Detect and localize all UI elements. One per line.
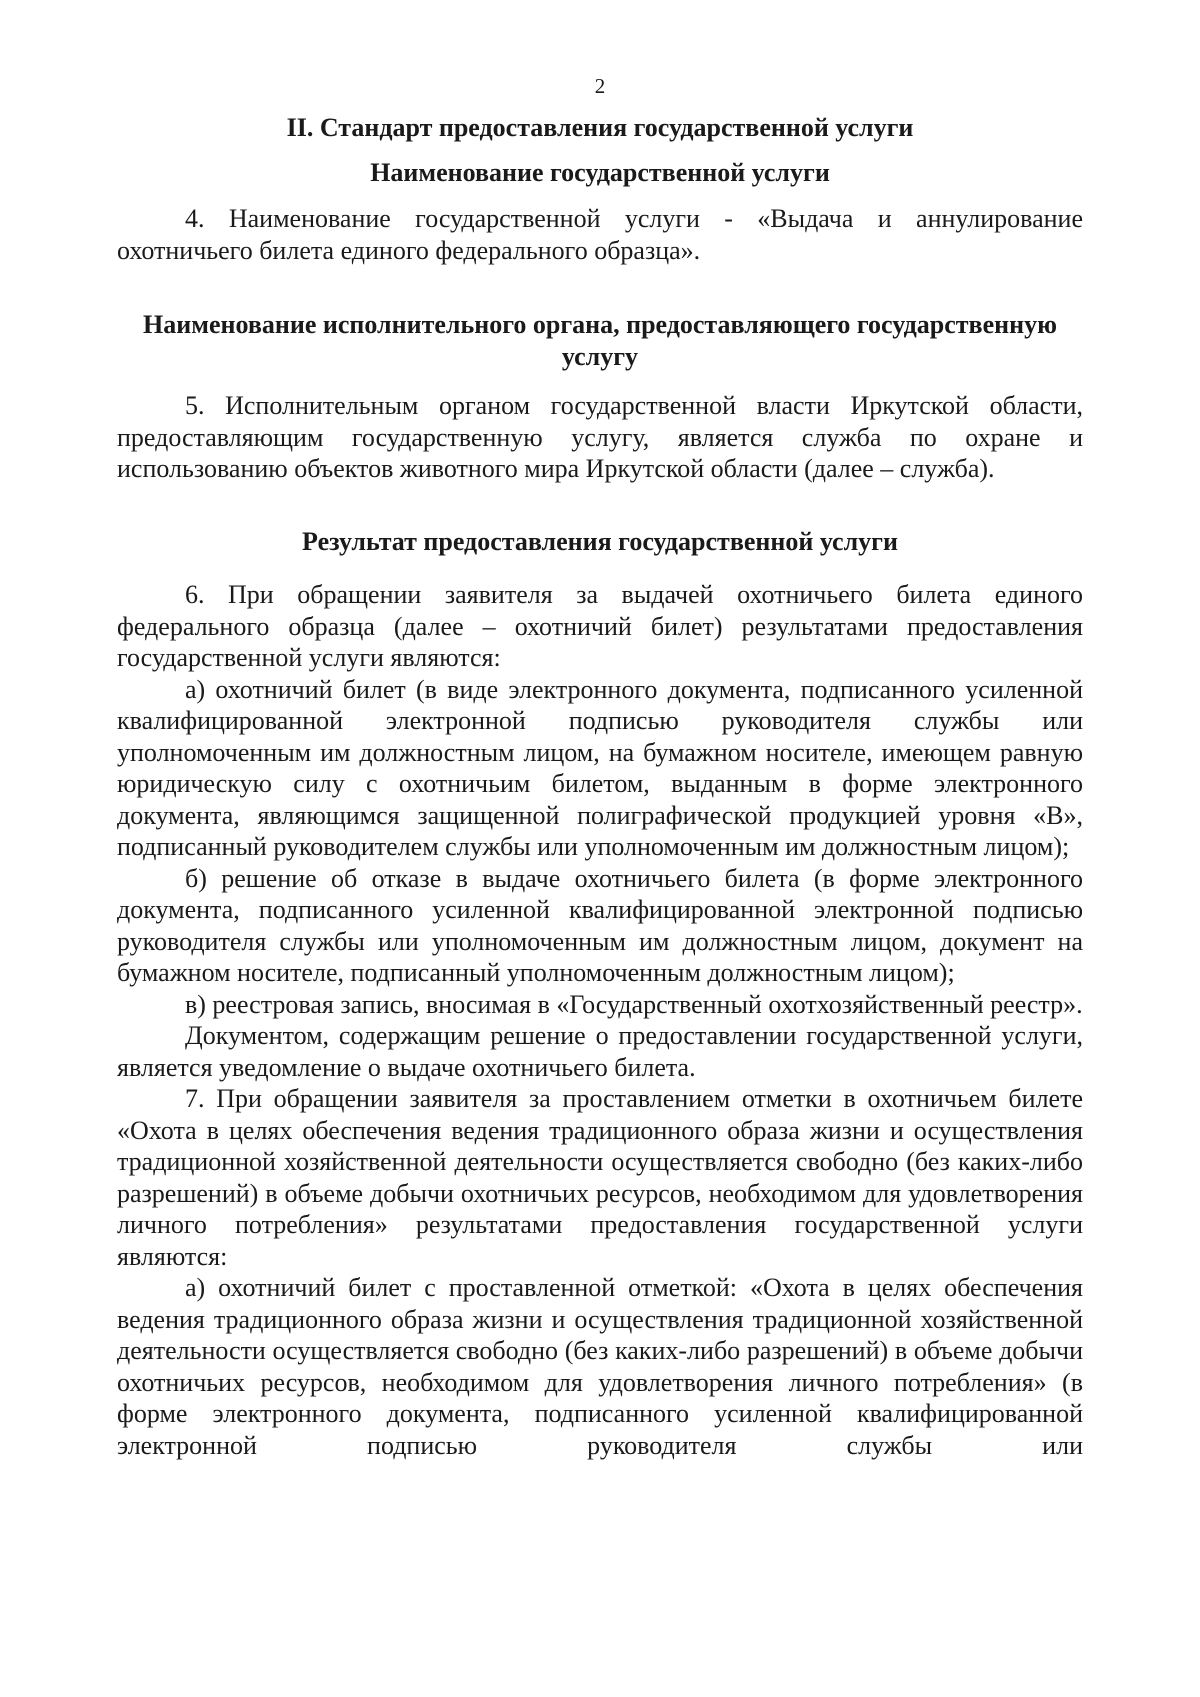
section-title: II. Стандарт предоставления государственной услуги — [286, 113, 914, 142]
paragraph-6-document: Документом, содержащим решение о предоставлении государственной услуги, является уведомление о выдаче охотничьего билета. — [117, 1021, 1083, 1082]
service-name-heading-block — [117, 157, 1083, 189]
paragraph-6b: б) решение об отказе в выдаче охотничьего билета (в форме электронного документа, подписанного усиленной квалифицированной электронной подписью руководителя службы или уполномоченным им должностным лицом, документ на бумажном носителе, подписанный уполномоченным должностным лицом); — [117, 863, 1083, 987]
result-heading: Результат предоставления государственной услуги — [302, 527, 898, 556]
paragraph-6: 6. При обращении заявителя за выдачей охотничьего билета единого федерального образца (далее – охотничий билет) результатами предоставления государственной услуги являются: — [117, 580, 1083, 672]
paragraph-4: 4. Наименование государственной услуги - «Выдача и аннулирование охотничьего билета единого федерального образца». — [117, 204, 1083, 265]
result-section — [117, 579, 1083, 1461]
authority-heading-block — [117, 309, 1083, 373]
paragraph-4-block — [117, 203, 1083, 266]
paragraph-5: 5. Исполнительным органом государственной власти Иркутской области, предоставляющим государственную услугу, является служба по охране и использованию объектов животного мира Иркутской области (далее – служба). — [117, 391, 1083, 483]
paragraph-6v: в) реестровая запись, вносимая в «Государственный охотхозяйственный реестр». — [185, 989, 1083, 1019]
authority-heading-line2: услугу — [561, 342, 639, 371]
paragraph-7a: а) охотничий билет с проставленной отметкой: «Охота в целях обеспечения ведения традиционного образа жизни и осуществления традиционной хозяйственной деятельности осуществляется свободно (без каких-либо разрешений) в объеме добычи охотничьих ресурсов, необходимом для удовлетворения личного потребления» (в форме электронного документа, подписанного усиленной квалифицированной электронной подписью руководителя службы или — [117, 1273, 1083, 1460]
paragraph-5-block — [117, 390, 1083, 485]
paragraph-6a: а) охотничий билет (в виде электронного документа, подписанного усиленной квалифицированной электронной подписью руководителя службы или уполномоченным им должностным лицом, на бумажном носителе, имеющем равную юридическую силу с охотничьим билетом, выданным в форме электронного документа, являющимся защищенной полиграфической продукцией уровня «В», подписанный руководителем службы или уполномоченным им должностным лицом); — [117, 674, 1083, 861]
page-number: 2 — [594, 74, 606, 98]
result-heading-block — [117, 526, 1083, 558]
service-name-heading: Наименование государственной услуги — [370, 158, 830, 187]
section-title-block — [117, 112, 1083, 144]
paragraph-7: 7. При обращении заявителя за проставлением отметки в охотничьем билете «Охота в целях обеспечения ведения традиционного образа жизни и осуществления традиционной хозяйственной деятельности осуществляется свободно (без каких-либо разрешений) в объеме добычи охотничьих ресурсов, необходимом для удовлетворения личного потребления» результатами предоставления государственной услуги являются: — [117, 1084, 1083, 1271]
authority-heading-line1: Наименование исполнительного органа, предоставляющего государственную — [143, 310, 1057, 339]
